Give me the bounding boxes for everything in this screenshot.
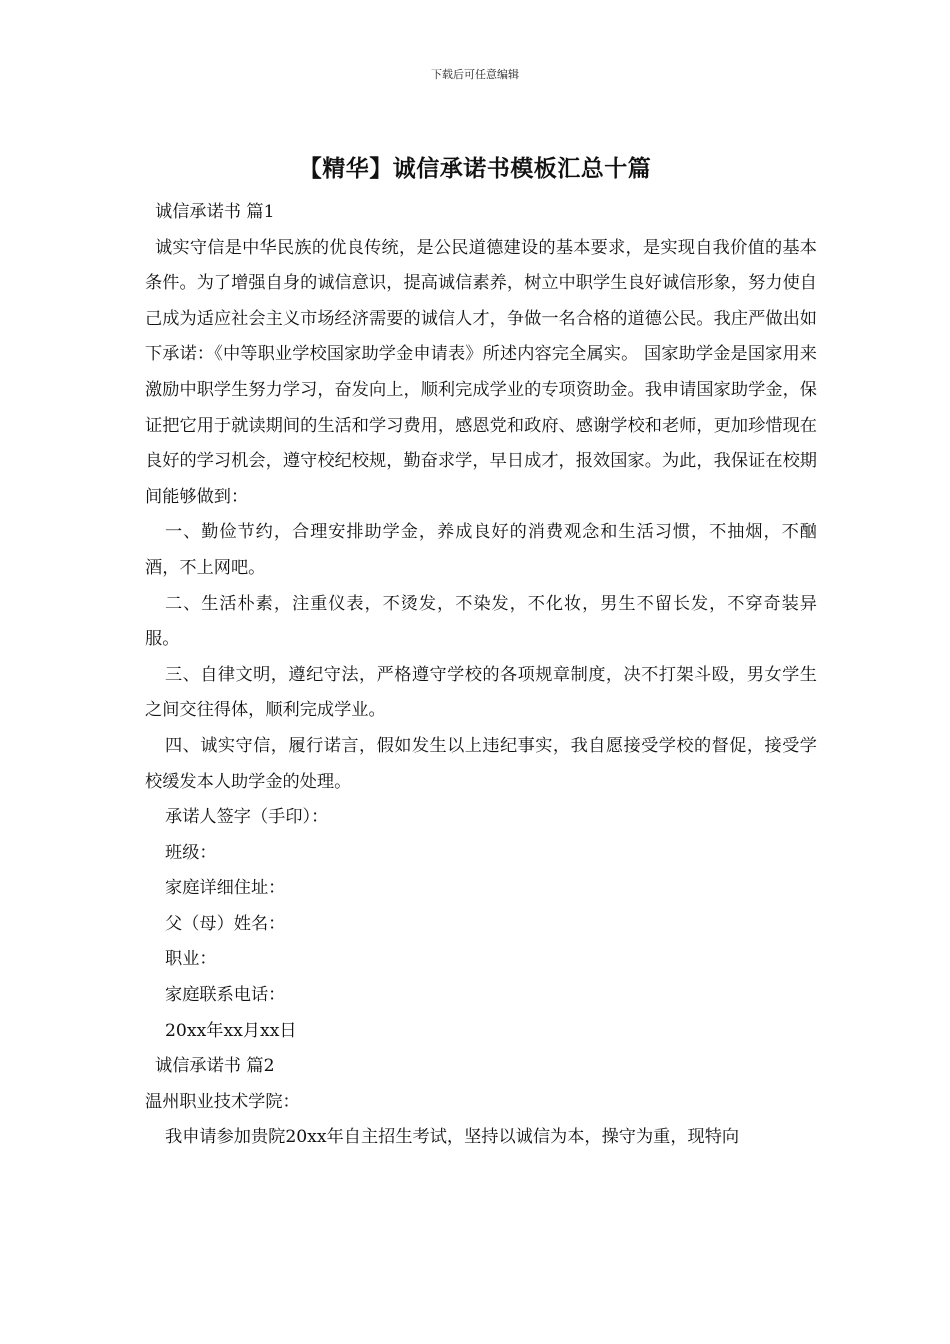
date-field: 20xx年xx月xx日	[165, 1020, 297, 1041]
commitment-item-3: 三、自律文明，遵纪守法，严格遵守学校的各项规章制度，决不打架斗殴，男女学生之间交往得体，顺利完成学业。	[145, 664, 817, 721]
class-field: 班级：	[165, 842, 217, 863]
document-body	[145, 195, 817, 1156]
section-heading-1: 诚信承诺书 篇1	[155, 202, 275, 222]
occupation-field: 职业：	[165, 949, 217, 970]
address-field: 家庭详细住址：	[165, 878, 286, 899]
section-heading-2: 诚信承诺书 篇2	[155, 1056, 275, 1077]
commitment-item-2: 二、生活朴素，注重仪表，不烫发，不染发，不化妆，男生不留长发，不穿奇装异服。	[145, 593, 817, 650]
parent-name-field: 父（母）姓名：	[165, 913, 286, 934]
commitment-item-4: 四、诚实守信，履行诺言，假如发生以上违纪事实，我自愿接受学校的督促，接受学校缓发本人助学金的处理。	[145, 735, 817, 792]
document-title: 【精华】诚信承诺书模板汇总十篇	[298, 155, 652, 182]
phone-field: 家庭联系电话：	[165, 985, 286, 1006]
commitment-item-1: 一、勤俭节约，合理安排助学金，养成良好的消费观念和生活习惯，不抽烟，不酗酒，不上网吧。	[145, 522, 817, 578]
salutation: 温州职业技术学院：	[145, 1091, 300, 1112]
signature-field: 承诺人签字（手印）：	[165, 807, 329, 828]
section-1-intro-paragraph: 诚实守信是中华民族的优良传统，是公民道德建设的基本要求，是实现自我价值的基本条件。为了增强自身的诚信意识，提高诚信素养，树立中职学生良好诚信形象，努力使自己成为适应社会主义市场经济需要的诚信人才，争做一名合格的道德公民。我庄严做出如下承诺：《中等职业学校国家助学金申请表》所述内容完全属实。 国家助学金是国家用来激励中职学生努力学习，奋发向上，顺利完成学业的专项资助金。我申请国家助学金，保证把它用于就读期间的生活和学习费用，感恩党和政府、感谢学校和老师，更加珍惜现在良好的学习机会，遵守校纪校规，勤奋求学，早日成才，报效国家。为此，我保证在校期间能够做到：	[145, 237, 817, 507]
section-2-paragraph: 我申请参加贵院20xx年自主招生考试，坚持以诚信为本，操守为重，现特向	[165, 1127, 740, 1148]
header-note: 下载后可任意编辑	[431, 68, 519, 81]
